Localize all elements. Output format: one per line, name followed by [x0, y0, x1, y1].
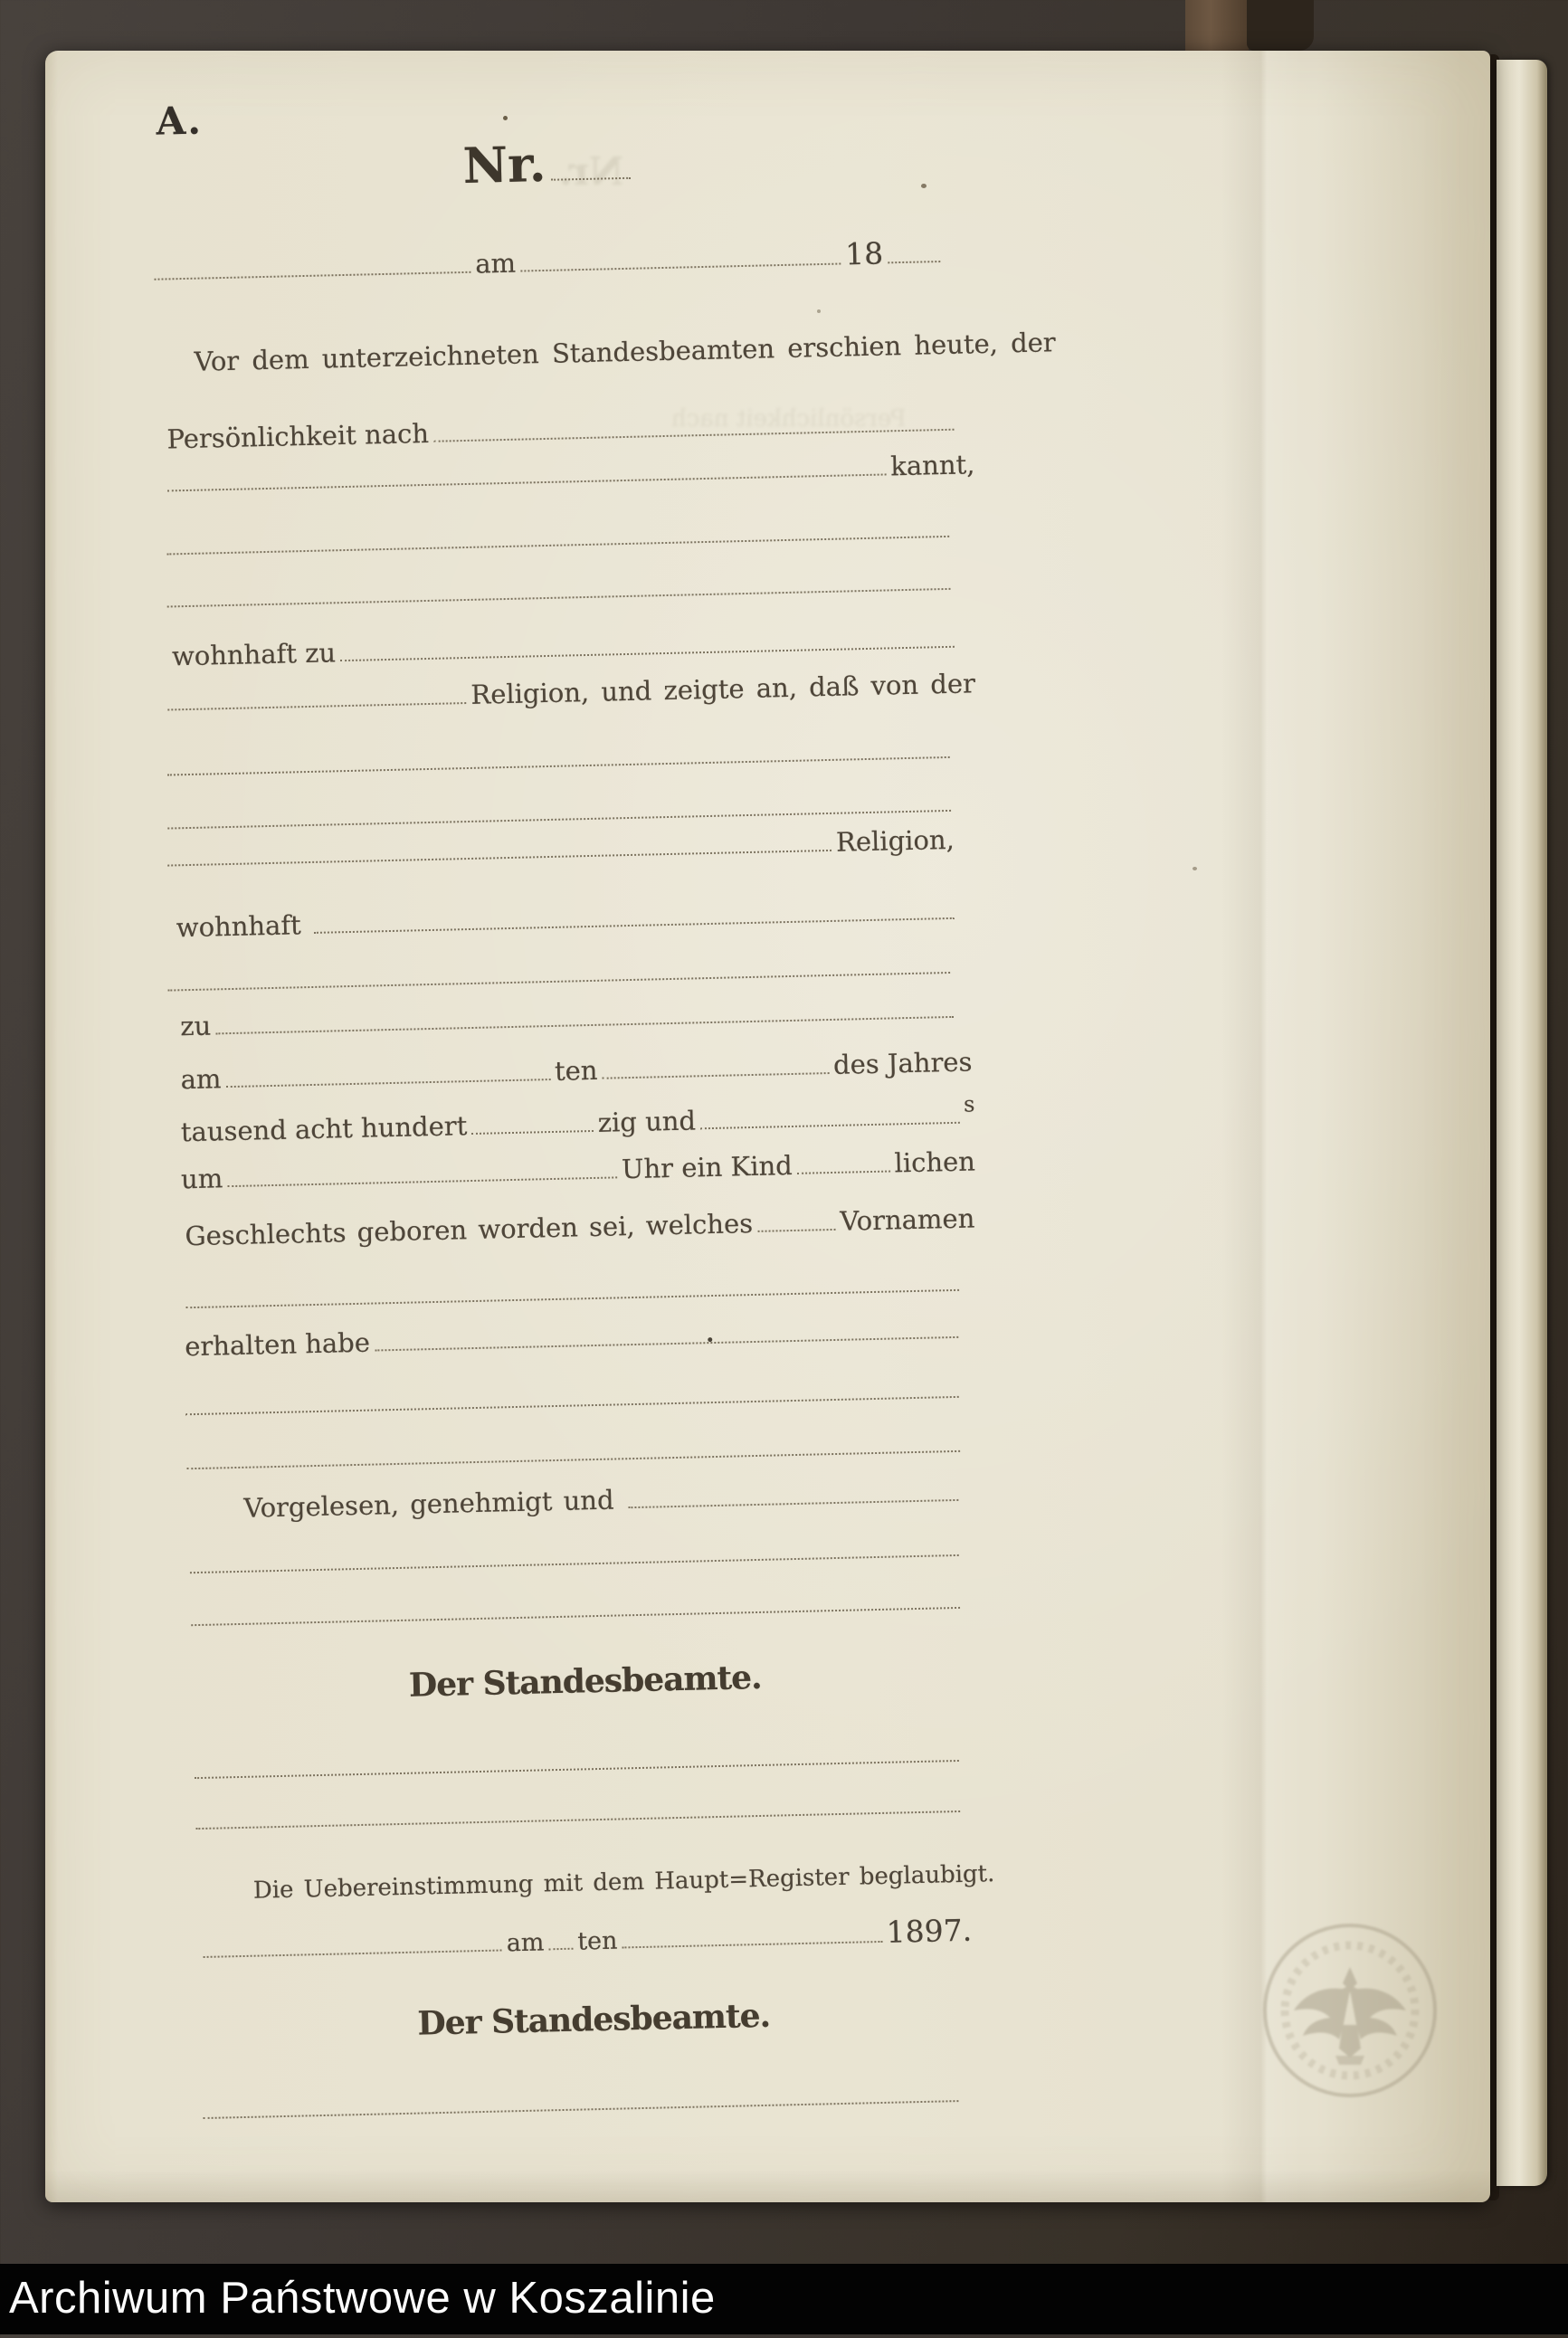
- vorgelesen-label: Vorgelesen, genehmigt und: [242, 1484, 614, 1524]
- corner-letter: A.: [155, 98, 204, 144]
- blank-dotted-line: [166, 536, 949, 556]
- religion-report-label: Religion, und zeigte an, daß von der: [470, 668, 976, 710]
- erhalten-line: [184, 1316, 958, 1363]
- dotted-rule: [797, 1171, 890, 1174]
- blank-dotted-line: [167, 810, 951, 830]
- birth-date-line: [180, 1046, 973, 1096]
- dotted-rule: [549, 1948, 574, 1951]
- dotted-rule: [433, 429, 954, 442]
- zu-line: [180, 996, 954, 1040]
- blank-dotted-line: [167, 756, 950, 776]
- blank-dotted-line: [185, 1289, 959, 1308]
- kannt-label: kannt,: [889, 449, 975, 482]
- blank-dotted-line: [185, 1396, 959, 1415]
- certification-date-line: [203, 1912, 973, 1963]
- religion-label: Religion,: [835, 823, 955, 858]
- vorgelesen-line: [243, 1479, 958, 1522]
- geschlechts-label: Geschlechts geboren worden sei, welches: [185, 1207, 754, 1252]
- century-18: 18: [844, 235, 884, 272]
- persoenlichkeit-label: Persönlichkeit nach: [166, 417, 430, 455]
- certification-line: Die Uebereinstimmung mit dem Haupt=Register beglaubigt.: [252, 1860, 995, 1905]
- bleedthrough-nr-ghost: Nr.: [559, 149, 624, 194]
- blank-dotted-line: [195, 1760, 959, 1779]
- s-suffix-label: s: [963, 1091, 975, 1117]
- religion-line: [167, 823, 955, 871]
- dotted-rule: [204, 1949, 502, 1957]
- dotted-rule: [167, 473, 887, 491]
- dotted-rule: [551, 177, 631, 181]
- year-1897: 1897.: [886, 1912, 973, 1950]
- nr-line: [462, 134, 635, 195]
- birth-year-line: [180, 1091, 975, 1148]
- lichen-label: lichen: [894, 1145, 976, 1179]
- dotted-rule: [603, 1072, 830, 1079]
- printed-period-mark: [708, 1337, 712, 1342]
- dotted-rule: [757, 1229, 835, 1232]
- dotted-rule: [167, 850, 832, 867]
- zig-und-label: zig und: [597, 1105, 697, 1138]
- birth-time-line: [180, 1145, 976, 1195]
- archive-caption-bar: [0, 2264, 1568, 2334]
- dotted-rule: [375, 1336, 958, 1352]
- am-label: am: [506, 1928, 545, 1958]
- blank-dotted-line: [204, 2100, 959, 2119]
- dotted-rule: [215, 1016, 954, 1035]
- tausend-label: tausend acht hundert: [180, 1110, 468, 1148]
- dotted-rule: [700, 1122, 959, 1129]
- erhalten-label: erhalten habe: [184, 1326, 371, 1363]
- dotted-rule: [340, 646, 955, 661]
- date-header-line: [154, 237, 941, 285]
- am-label: am: [180, 1063, 222, 1096]
- dotted-rule: [167, 702, 466, 710]
- vornamen-label: Vornamen: [840, 1202, 975, 1237]
- religion-report-line: [167, 670, 975, 715]
- des-jahres-label: des Jahres: [832, 1046, 973, 1080]
- sex-names-line: [185, 1202, 975, 1252]
- zu-label: zu: [179, 1010, 212, 1042]
- wohnhaft-zu-label: wohnhaft zu: [171, 637, 337, 672]
- identity-line-1: [166, 409, 954, 453]
- um-label: um: [180, 1163, 223, 1195]
- ten-label: ten: [554, 1054, 598, 1087]
- uhr-ein-kind-label: Uhr ein Kind: [621, 1149, 794, 1185]
- blank-dotted-line: [167, 972, 950, 992]
- registrar-heading-2: Der Standesbeamte.: [417, 1996, 771, 2043]
- dotted-rule: [471, 1130, 594, 1135]
- blank-dotted-line: [167, 588, 951, 608]
- ten-label: ten: [576, 1926, 618, 1956]
- blank-dotted-line: [190, 1554, 959, 1573]
- intro-line: Vor dem unterzeichneten Standesbeamten erschien heute, der: [194, 327, 1057, 377]
- dotted-rule: [520, 263, 841, 272]
- dotted-rule: [629, 1499, 959, 1508]
- bleedthrough-text-ghost: Persönlichkeit nach: [671, 405, 907, 432]
- am-label: am: [474, 247, 517, 280]
- dotted-rule: [314, 917, 955, 934]
- blank-dotted-line: [195, 1811, 960, 1830]
- identity-line-2: [166, 451, 974, 496]
- dotted-rule: [226, 1079, 551, 1088]
- wohnhaft-label: wohnhaft: [176, 909, 302, 944]
- registrar-heading-1: Der Standesbeamte.: [408, 1658, 763, 1705]
- residence-line-2: [176, 898, 954, 942]
- dotted-rule: [227, 1176, 617, 1187]
- blank-dotted-line: [191, 1607, 960, 1626]
- archive-name-label: Archiwum Państwowe w Koszalinie: [9, 2273, 716, 2323]
- dotted-rule: [622, 1941, 882, 1949]
- nr-label: Nr.: [462, 134, 547, 195]
- dotted-rule: [154, 271, 470, 280]
- blank-dotted-line: [186, 1450, 960, 1469]
- dotted-rule: [888, 261, 940, 263]
- residence-line-1: [172, 626, 955, 670]
